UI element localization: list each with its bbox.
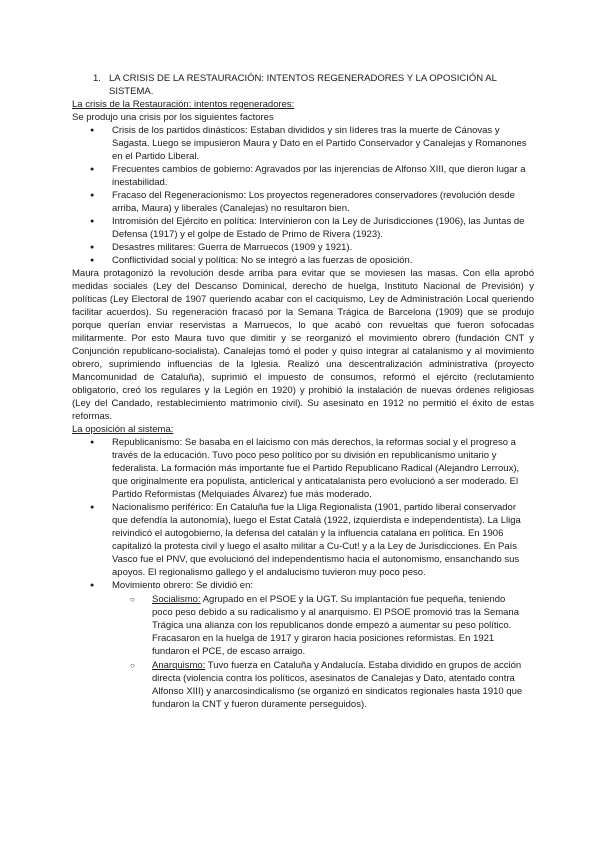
sublist-item-socialismo [112,593,530,658]
list-item: ● Frecuentes cambios de gobierno: Agravados por las injerencias de Alfonso XIII, que dieron lugar a inestabilidad. [72,163,534,189]
list-item: ● Nacionalismo periférico: En Cataluña fue la Lliga Regionalista (1901, partido liberal conservador que defendía la autonomía), luego el Estat Català (1922, izquierdista e independentista). La Lliga reivindicó el autogobierno, la defensa del catalán y la influencia catalana en política. En 1906 capitalizó la protesta civil y luego el asalto militar a Cu-Cut! y a la Ley de Jurisdicciones. En País Vasco fue el PNV, que evolucionó del independentismo hacia el autonomismo, ensanchando sus apoyos. El regionalismo gallego y el andalucismo tuvieron muy poco peso. [72,501,534,579]
crisis-intro: Se produjo una crisis por los siguientes factores [72,112,274,123]
heading-text: LA CRISIS DE LA RESTAURACIÓN: INTENTOS REGENERADORES Y LA OPOSICIÓN AL SISTEMA. [109,73,497,97]
oposicion-list [72,436,534,711]
crisis-factor-list [72,124,534,267]
movimiento-obrero-sublist [112,593,530,711]
maura-canalejas-paragraph: Maura protagonizó la revolución desde arriba para evitar que se moviesen las masas. Con ella aprobó medidas sociales (Ley del Descanso Dominical, derecho de huelga, Instituto Nacional de Previsión) y políticas (Ley Electoral de 1907 queriendo acabar con el caciquismo, Ley de Administración Local queriendo facilitar acuerdos). Su regeneración fracasó por la Semana Trágica de Barcelona (1909) que se produjo porque querían enviar reservistas a Marruecos, lo que acabó con revueltas que fueron sofocadas militarmente. Por esto Maura tuvo que dimitir y se reorganizó el movimiento obrero (fundación CNT y Conjunción republicano-socialista). Canalejas tomó el poder y quiso integrar al catalanismo y al movimiento obrero, suprimiendo influencias de la Iglesia. Realizó una descentralización administrativa (proyecto Mancomunidad de Cataluña), suprimió el impuesto de consumos, reformó el ejército (reclutamiento obligatorio, creó los regulares y la Legión en 1920) y prohibió la instalación de nuevas órdenes religiosas (Ley del Candado, restablecimiento matrimonio civil). Su asesinato en 1912 no permitió el éxito de estas reformas. [72,268,534,422]
list-item: ● Republicanismo: Se basaba en el laicismo con más derechos, la reformas social y el progreso a través de la educación. Tuvo poco peso político por su división en republicanismo unitario y federalista. La formación más importante fue el Partido Republicano Radical (Alejandro Lerroux), que originalmente era populista, anticlerical y anticatalanista pero evolucionó a ser moderado. El Partido Reformistas (Melquiades Álvarez) fue más moderado. [72,436,534,501]
list-item: ● Intromisión del Ejército en política: Intervinieron con la Ley de Jurisdicciones (1906), las Juntas de Defensa (1917) y el golpe de Estado de Primo de Rivera (1923). [72,215,534,241]
movimiento-obrero-text: Movimiento obrero: Se dividió en: [112,580,253,591]
heading-number: 1. [93,73,101,84]
socialismo-text: Agrupado en el PSOE y la UGT. Su implantación fue pequeña, teniendo poco peso debido a su radicalismo y al anarquismo. El PSOE promovió tras la Semana Trágica una alianza con los republicanos donde empezó a aumentar su peso político. Fracasaron en la huelga de 1917 y giraron hacia posiciones reformistas. En 1921 fundaron el PCE, de escaso arraigo. [152,594,519,657]
anarquismo-label: Anarquismo: [152,660,206,671]
sublist-item-anarquismo [112,659,530,711]
list-item: ● Crisis de los partidos dinásticos: Estaban divididos y sin líderes tras la muerte de Cánovas y Sagasta. Luego se impusieron Maura y Dato en el Partido Conservador y Canalejas y Romanones en el Partido Liberal. [72,124,534,163]
section-heading [93,72,543,98]
list-item: ● Conflictividad social y política: No se integró a las fuerzas de oposición. [72,254,534,267]
list-item [72,579,534,711]
anarquismo-text: Tuvo fuerza en Cataluña y Andalucía. Estaba dividido en grupos de acción directa (violencia contra los políticos, asesinatos de Canalejas y Dato, atentado contra Alfonso XIII) y anarcosindicalismo (se organizó en sindicatos regionales hasta 1910 que fundaron la CNT y fueron duramente perseguidos). [152,660,523,710]
oposicion-title: La oposición al sistema: [72,424,174,435]
crisis-title: La crisis de la Restauración: intentos regeneradores: [72,99,295,110]
list-item: ● Fracaso del Regeneracionismo: Los proyectos regeneradores conservadores (revolución desde arriba, Maura) y liberales (Canalejas) no resultaron bien. [72,189,534,215]
list-item: ● Desastres militares: Guerra de Marruecos (1909 y 1921). [72,241,534,254]
socialismo-label: Socialismo: [152,594,201,605]
document-body [72,98,534,711]
